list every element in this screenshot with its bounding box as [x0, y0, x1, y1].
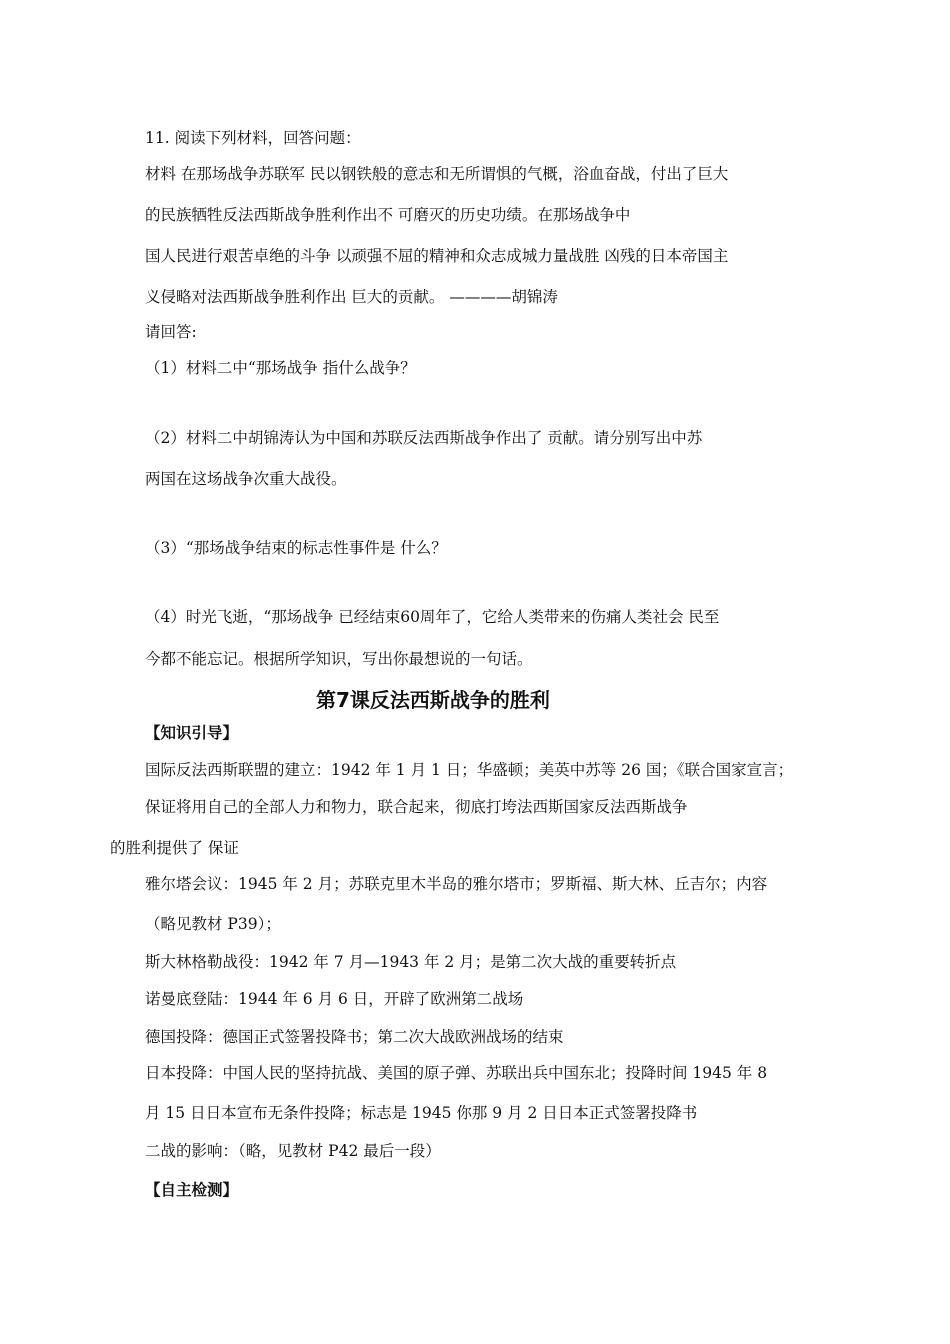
material-line-4: 义侵略对法西斯战争胜利作出 巨大的贡献。 ————胡锦涛 [145, 288, 558, 306]
question-11-intro: 11. 阅读下列材料，回答问题： [145, 129, 361, 147]
guide-line-2: 保证将用自己的全部人力和物力，联合起来，彻底打垮法西斯国家反法西斯战争 [145, 798, 688, 816]
sub-question-2-line-2: 两国在这场战争次重大战役。 [145, 470, 347, 488]
material-line-3: 国人民进行艰苦卓绝的斗争 以顽强不屈的精神和众志成城力量战胜 凶残的日本帝国主 [145, 247, 729, 265]
guide-line-9: 日本投降：中国人民的坚持抗战、美国的原子弹、苏联出兵中国东北；投降时间 1945 年 8 [145, 1064, 768, 1082]
guide-line-10: 月 15 日日本宣布无条件投降；标志是 1945 你那 9 月 2 日日本正式签署投降书 [145, 1104, 698, 1122]
sub-question-3: （3）“那场战争结束的标志性事件是 什么？ [145, 539, 447, 557]
guide-line-8: 德国投降：德国正式签署投降书；第二次大战欧洲战场的结束 [145, 1028, 564, 1046]
guide-line-1: 国际反法西斯联盟的建立：1942 年 1 月 1 日；华盛顿；美英中苏等 26 国；《联合国家宣言； [145, 761, 794, 779]
sub-question-2-line-1: （2）材料二中胡锦涛认为中国和苏联反法西斯战争作出了 贡献。请分别写出中苏 [145, 429, 703, 447]
guide-header: 【知识引导】 [145, 724, 239, 742]
material-line-1: 材料 在那场战争苏联军 民以钢铁般的意志和无所谓惧的气概，浴血奋战，付出了巨大 [145, 165, 729, 183]
sub-question-4-line-1: （4）时光飞逝，“那场战争 已经结束60周年了，它给人类带来的伤痛人类社会 民至 [145, 608, 720, 626]
guide-line-7: 诺曼底登陆：1944 年 6 月 6 日，开辟了欧洲第二战场 [145, 990, 524, 1008]
guide-line-6: 斯大林格勒战役：1942 年 7 月—1943 年 2 月；是第二次大战的重要转折点 [145, 953, 677, 971]
guide-line-5: （略见教材 P39）； [145, 915, 281, 933]
sub-question-4-line-2: 今都不能忘记。根据所学知识，写出你最想说的一句话。 [145, 650, 533, 668]
self-check-header: 【自主检测】 [145, 1181, 239, 1199]
guide-line-4: 雅尔塔会议：1945 年 2 月；苏联克里木半岛的雅尔塔市；罗斯福、斯大林、丘吉尔；内容 [145, 875, 768, 893]
sub-question-1: （1）材料二中“那场战争 指什么战争？ [145, 359, 416, 377]
guide-line-11: 二战的影响：（略，见教材 P42 最后一段） [145, 1142, 441, 1160]
ask-prompt: 请回答: [145, 323, 197, 341]
lesson-title: 第7课反法西斯战争的胜利 [316, 688, 550, 712]
guide-line-3: 的胜利提供了 保证 [110, 839, 239, 857]
material-line-2: 的民族牺牲反法西斯战争胜利作出不 可磨灭的历史功绩。在那场战争中 [145, 206, 631, 224]
